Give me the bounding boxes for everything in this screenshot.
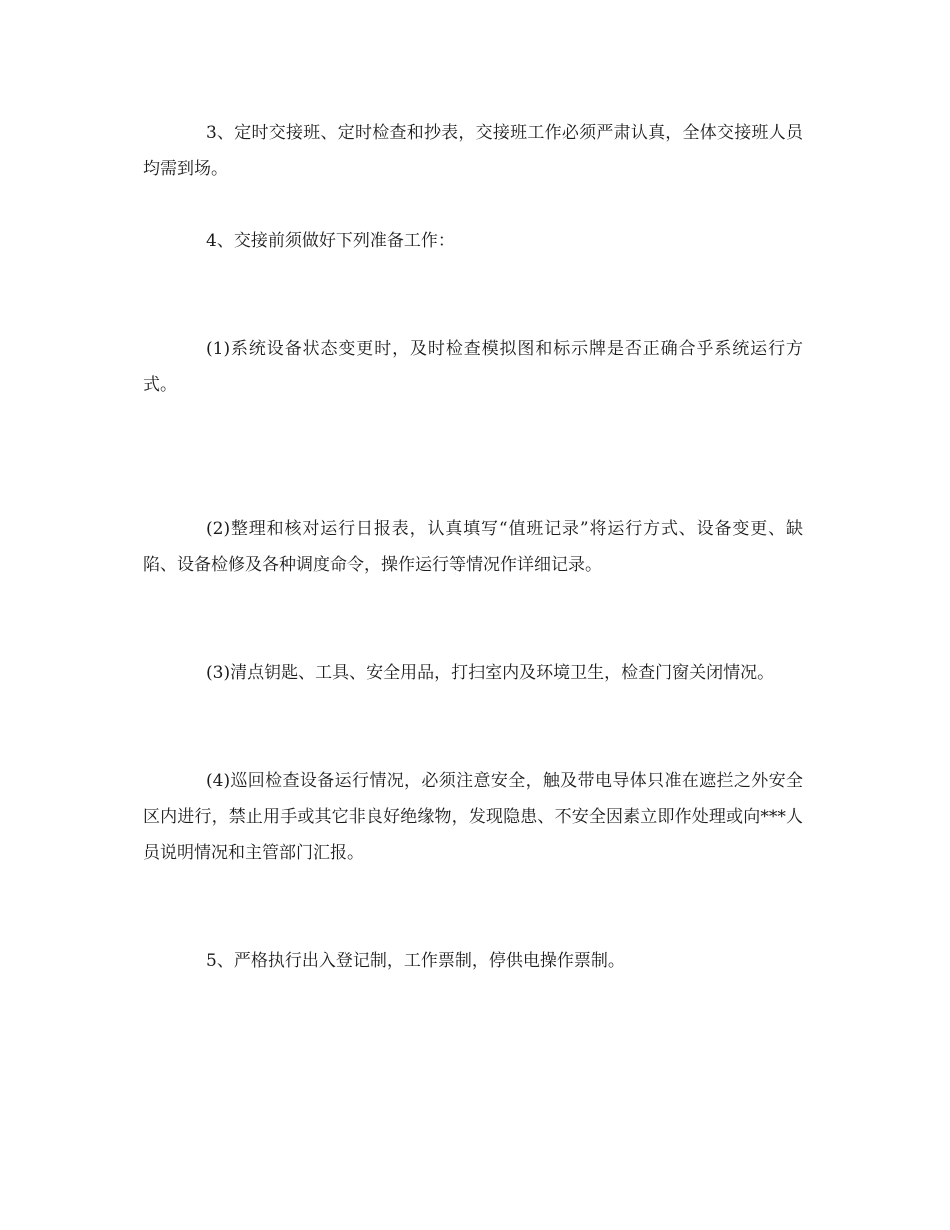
paragraph-subitem-2: (2)整理和核对运行日报表，认真填写“值班记录”将运行方式、设备变更、缺陷、设备检修及各种调度命令，操作运行等情况作详细记录。 — [143, 519, 803, 575]
paragraph-item-5: 5、严格执行出入登记制，工作票制，停供电操作票制。 — [206, 951, 625, 971]
paragraph-item-3: 3、定时交接班、定时检查和抄表，交接班工作必须严肃认真，全体交接班人员均需到场。 — [143, 123, 803, 179]
paragraph-subitem-4: (4)巡回检查设备运行情况，必须注意安全，触及带电导体只准在遮拦之外安全区内进行，禁止用手或其它非良好绝缘物，发现隐患、不安全因素立即作处理或向***人员说明情况和主管部门汇报。 — [143, 771, 803, 863]
paragraph-item-4: 4、交接前须做好下列准备工作： — [206, 231, 455, 251]
paragraph-subitem-3: (3)清点钥匙、工具、安全用品，打扫室内及环境卫生，检查门窗关闭情况。 — [206, 663, 775, 683]
paragraph-subitem-1: (1)系统设备状态变更时，及时检查模拟图和标示牌是否正确合乎系统运行方式。 — [143, 339, 803, 395]
